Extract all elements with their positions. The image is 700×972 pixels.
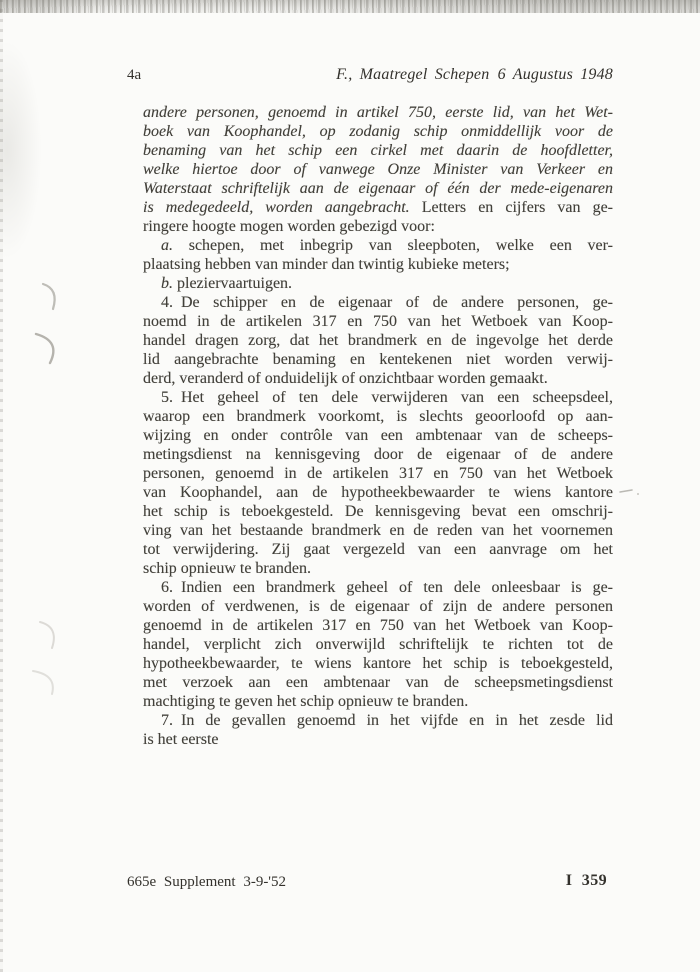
- text-line: schip opnieuw te branden.: [143, 560, 311, 577]
- footer-supplement-label: 665e Supplement 3-9-'52: [127, 874, 287, 890]
- text-line: ving van het bestaande brandmerk en de reden van het voornemen: [143, 522, 613, 539]
- text-line: handel dragen zorg, dat het brandmerk en de ingevolge het derde: [143, 332, 613, 349]
- text-line: is medegedeeld, worden aangebracht. Letters en cijfers van ge-: [143, 199, 613, 216]
- text-block: [143, 103, 613, 749]
- text-line: lid aangebrachte benaming en kentekenen niet worden verwij-: [143, 351, 613, 368]
- text-line: welke hiertoe door of vanwege Onze Minister van Verkeer en: [143, 161, 613, 178]
- text-line: hypotheekbewaarder, te wiens kantore het schip is teboekgesteld,: [143, 655, 613, 672]
- text-line: boek van Koophandel, op zodanig schip onmiddellijk voor de: [143, 123, 613, 140]
- text-line: a. schepen, met inbegrip van sleepboten, welke een ver-: [161, 237, 613, 254]
- text-line: machtiging te geven het schip opnieuw te branden.: [143, 693, 469, 710]
- text-line: plaatsing hebben van minder dan twintig kubieke meters;: [143, 256, 510, 273]
- text-line: 7. In de gevallen genoemd in het vijfde en in het zesde lid: [161, 712, 613, 729]
- text-line: genoemd in de artikelen 317 en 750 van het Wetboek van Koop-: [143, 617, 613, 634]
- page-footer: [127, 872, 607, 892]
- text-line: b. pleziervaartuigen.: [161, 275, 293, 292]
- text-line: 6. Indien een brandmerk geheel of ten dele onleesbaar is ge-: [161, 579, 613, 596]
- text-line: noemd in de artikelen 317 en 750 van het Wetboek van Koop-: [143, 313, 613, 330]
- text-line: andere personen, genoemd in artikel 750, eerste lid, van het Wet-: [143, 104, 613, 121]
- text-line: handel, verplicht zich onverwijld schriftelijk te richten tot de: [143, 636, 613, 653]
- text-line: waarop een brandmerk voorkomt, is slechts geoorloofd op aan-: [143, 408, 613, 425]
- page-header: [127, 64, 613, 86]
- text-line: tot verwijdering. Zij gaat vergezeld van een aanvrage om het: [143, 541, 613, 558]
- page-number: 4a: [127, 67, 142, 83]
- text-line: wijzing en onder contrôle van een ambtenaar van de scheeps-: [143, 427, 613, 444]
- text-line: 4. De schipper en de eigenaar of de andere personen, ge-: [161, 294, 613, 311]
- footer-page-code: I 359: [565, 872, 607, 889]
- running-title: F., Maatregel Schepen 6 Augustus 1948: [336, 66, 613, 83]
- text-line: ringere hoogte mogen worden gebezigd voor:: [143, 218, 435, 235]
- text-line: personen, genoemd in de artikelen 317 en 750 van het Wetboek: [143, 465, 613, 482]
- text-line: derd, veranderd of onduidelijk of onzichtbaar worden gemaakt.: [143, 370, 548, 387]
- text-line: met verzoek aan een ambtenaar van de scheepsmetingsdienst: [143, 674, 613, 691]
- scan-noise-top-edge: [0, 0, 700, 13]
- text-line: van Koophandel, aan de hypotheekbewaarder te wiens kantore: [143, 484, 613, 501]
- text-line: metingsdienst na kennisgeving door de eigenaar of de andere: [143, 446, 613, 463]
- text-line: is het eerste: [143, 731, 219, 748]
- text-line: het schip is teboekgesteld. De kennisgeving bevat een omschrij-: [143, 503, 613, 520]
- text-line: worden of verdwenen, is de eigenaar of zijn de andere personen: [143, 598, 613, 615]
- text-line: benaming van het schip een cirkel met daarin de hoofdletter,: [143, 142, 613, 159]
- scan-smudge-top-left: [0, 40, 42, 260]
- text-line: Waterstaat schriftelijk aan de eigenaar of één der mede-eigenaren: [143, 180, 613, 197]
- text-line: 5. Het geheel of ten dele verwijderen van een scheepsdeel,: [161, 389, 613, 406]
